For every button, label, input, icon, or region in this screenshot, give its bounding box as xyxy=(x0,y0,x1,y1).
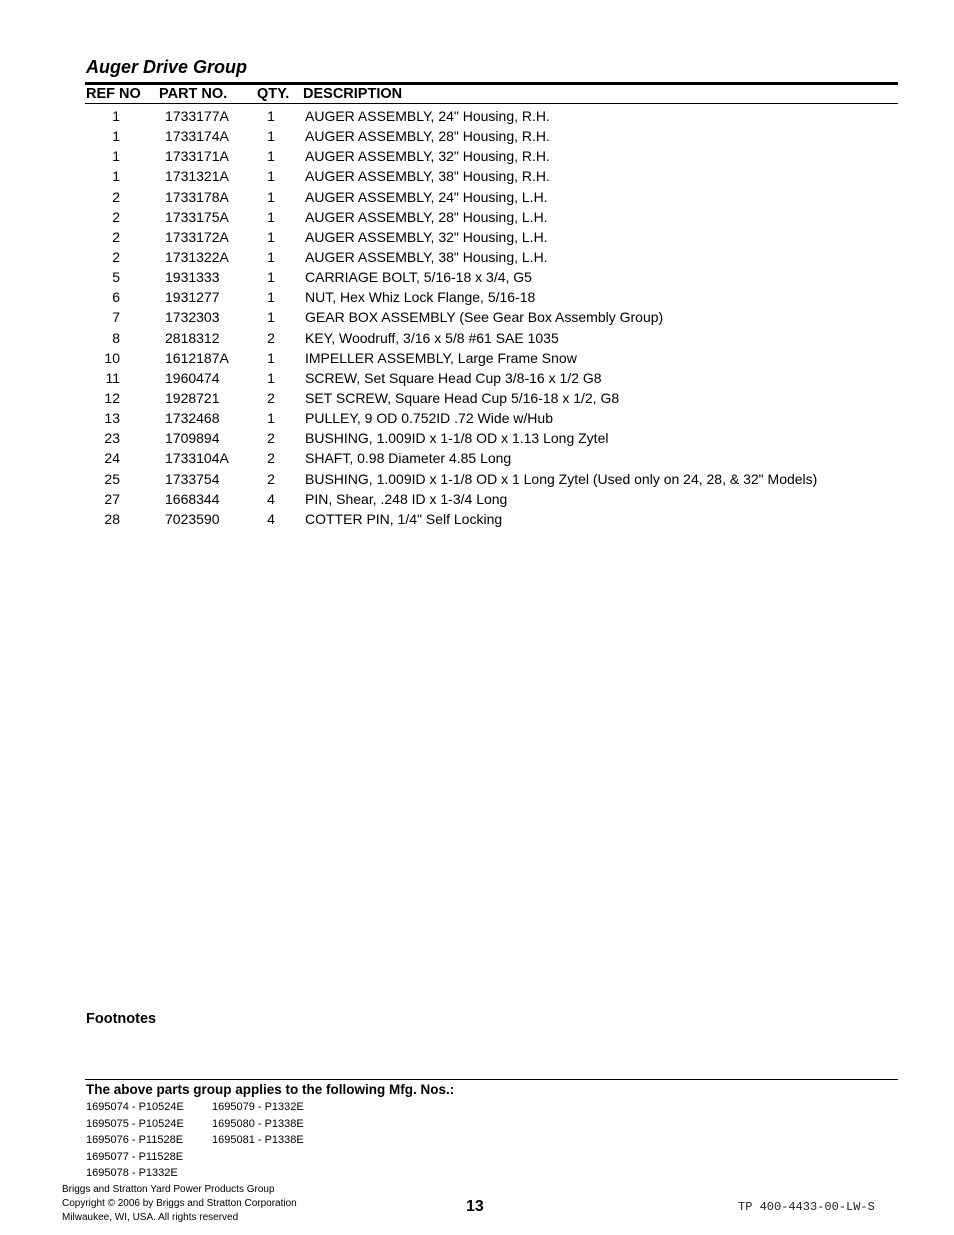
table-row xyxy=(0,428,954,448)
header-rule xyxy=(85,103,898,104)
part-no-cell: 1731322A xyxy=(165,248,229,265)
description-cell: AUGER ASSEMBLY, 28" Housing, L.H. xyxy=(305,208,548,225)
mfg-list-column-1 xyxy=(86,1099,184,1182)
mfg-number-item: 1695080 - P1338E xyxy=(212,1117,304,1130)
part-no-cell: 1733177A xyxy=(165,108,229,124)
mfg-number-item: 1695076 - P11528E xyxy=(86,1134,184,1146)
description-cell: SCREW, Set Square Head Cup 3/8-16 x 1/2 G8 xyxy=(305,369,602,386)
page-number: 13 xyxy=(466,1198,484,1215)
ref-no-cell: 2 xyxy=(112,208,120,225)
part-no-cell: 1733175A xyxy=(165,208,229,225)
part-no-cell: 1733172A xyxy=(165,228,229,245)
description-cell: GEAR BOX ASSEMBLY (See Gear Box Assembly Group) xyxy=(305,309,664,326)
title-rule xyxy=(85,82,898,85)
table-row xyxy=(0,287,954,307)
ref-no-cell: 12 xyxy=(104,389,120,406)
part-no-cell: 1733174A xyxy=(165,128,229,145)
table-row xyxy=(0,146,954,166)
ref-no-cell: 13 xyxy=(104,410,120,427)
mfg-number-item: 1695079 - P1332E xyxy=(212,1101,304,1113)
description-cell: BUSHING, 1.009ID x 1-1/8 OD x 1 Long Zytel (Used only on 24, 28, & 32" Models) xyxy=(305,470,818,487)
ref-no-cell: 2 xyxy=(112,188,120,205)
copyright-line: Briggs and Stratton Yard Power Products Group xyxy=(62,1184,275,1195)
qty-cell: 1 xyxy=(267,188,275,205)
ref-no-cell: 1 xyxy=(112,148,120,165)
table-row xyxy=(0,448,954,468)
ref-no-cell: 7 xyxy=(112,309,120,326)
ref-no-cell: 25 xyxy=(104,470,120,487)
copyright-line: Milwaukee, WI, USA. All rights reserved xyxy=(62,1212,239,1223)
ref-no-cell: 28 xyxy=(104,510,120,527)
part-no-cell: 1732303 xyxy=(165,309,220,326)
table-row xyxy=(0,408,954,428)
description-cell: IMPELLER ASSEMBLY, Large Frame Snow xyxy=(305,349,577,366)
part-no-cell: 1731321A xyxy=(165,168,229,185)
document-id: TP 400-4433-00-LW-S xyxy=(738,1200,875,1214)
ref-no-cell: 8 xyxy=(112,329,120,346)
description-cell: AUGER ASSEMBLY, 32" Housing, R.H. xyxy=(305,148,550,165)
qty-cell: 4 xyxy=(267,510,275,527)
description-cell: COTTER PIN, 1/4" Self Locking xyxy=(305,510,503,527)
table-row xyxy=(0,489,954,509)
description-cell: SET SCREW, Square Head Cup 5/16-18 x 1/2, G8 xyxy=(305,389,620,406)
table-row xyxy=(0,207,954,227)
header-ref-no: REF NO xyxy=(86,86,141,102)
ref-no-cell: 1 xyxy=(112,168,120,185)
qty-cell: 1 xyxy=(267,248,275,265)
qty-cell: 1 xyxy=(267,289,275,306)
description-cell: AUGER ASSEMBLY, 38" Housing, L.H. xyxy=(305,248,548,265)
ref-no-cell: 23 xyxy=(104,430,120,447)
part-no-cell: 1960474 xyxy=(165,369,220,386)
description-cell: AUGER ASSEMBLY, 32" Housing, L.H. xyxy=(305,228,548,245)
ref-no-cell: 5 xyxy=(112,269,120,286)
copyright-line: Copyright © 2006 by Briggs and Stratton Corporation xyxy=(62,1198,297,1209)
part-no-cell: 1668344 xyxy=(165,490,220,507)
mfg-number-item: 1695081 - P1338E xyxy=(212,1134,304,1146)
table-row xyxy=(0,388,954,408)
qty-cell: 1 xyxy=(267,148,275,165)
header-qty: QTY. xyxy=(257,86,290,102)
qty-cell: 1 xyxy=(267,228,275,245)
table-row xyxy=(0,267,954,287)
qty-cell: 1 xyxy=(267,369,275,386)
table-row xyxy=(0,106,954,126)
qty-cell: 1 xyxy=(267,108,275,124)
ref-no-cell: 27 xyxy=(104,490,120,507)
description-cell: NUT, Hex Whiz Lock Flange, 5/16-18 xyxy=(305,289,536,306)
ref-no-cell: 24 xyxy=(104,450,120,467)
table-row xyxy=(0,187,954,207)
part-no-cell: 1733178A xyxy=(165,188,229,205)
ref-no-cell: 2 xyxy=(112,248,120,265)
header-description: DESCRIPTION xyxy=(303,86,403,102)
header-part-no: PART NO. xyxy=(159,86,228,102)
table-row xyxy=(0,469,954,489)
part-no-cell: 1931333 xyxy=(165,269,220,286)
mfg-number-item: 1695075 - P10524E xyxy=(86,1117,184,1130)
table-row xyxy=(0,166,954,186)
parts-table xyxy=(0,106,954,529)
qty-cell: 2 xyxy=(267,430,275,447)
qty-cell: 1 xyxy=(267,269,275,286)
part-no-cell: 1709894 xyxy=(165,430,220,447)
part-no-cell: 1732468 xyxy=(165,410,220,427)
description-cell: AUGER ASSEMBLY, 24" Housing, R.H. xyxy=(305,108,550,124)
part-no-cell: 1733104A xyxy=(165,450,229,467)
table-row xyxy=(0,328,954,348)
part-no-cell: 1733754 xyxy=(165,470,220,487)
applies-heading: The above parts group applies to the following Mfg. Nos.: xyxy=(86,1082,455,1097)
ref-no-cell: 11 xyxy=(105,369,120,386)
mfg-number-item: 1695074 - P10524E xyxy=(86,1101,184,1113)
part-no-cell: 7023590 xyxy=(165,510,220,527)
table-row xyxy=(0,368,954,388)
qty-cell: 1 xyxy=(267,128,275,145)
qty-cell: 1 xyxy=(267,349,275,366)
qty-cell: 1 xyxy=(267,410,275,427)
description-cell: CARRIAGE BOLT, 5/16-18 x 3/4, G5 xyxy=(305,269,532,286)
ref-no-cell: 6 xyxy=(112,289,120,306)
table-row xyxy=(0,509,954,529)
ref-no-cell: 1 xyxy=(112,108,120,124)
ref-no-cell: 10 xyxy=(104,349,120,366)
table-row xyxy=(0,307,954,327)
ref-no-cell: 1 xyxy=(112,128,120,145)
footer-rule xyxy=(85,1079,898,1080)
part-no-cell: 1612187A xyxy=(165,349,229,366)
description-cell: AUGER ASSEMBLY, 38" Housing, R.H. xyxy=(305,168,550,185)
part-no-cell: 1733171A xyxy=(165,148,229,165)
part-no-cell: 1931277 xyxy=(165,289,220,306)
qty-cell: 2 xyxy=(267,450,275,467)
description-cell: KEY, Woodruff, 3/16 x 5/8 #61 SAE 1035 xyxy=(305,329,559,346)
mfg-number-item: 1695078 - P1332E xyxy=(86,1167,178,1179)
table-row xyxy=(0,348,954,368)
description-cell: AUGER ASSEMBLY, 28" Housing, R.H. xyxy=(305,128,550,145)
copyright-block xyxy=(62,1183,297,1225)
part-no-cell: 1928721 xyxy=(165,389,220,406)
description-cell: SHAFT, 0.98 Diameter 4.85 Long xyxy=(305,450,512,467)
table-row xyxy=(0,126,954,146)
description-cell: AUGER ASSEMBLY, 24" Housing, L.H. xyxy=(305,188,548,205)
qty-cell: 1 xyxy=(267,168,275,185)
description-cell: PULLEY, 9 OD 0.752ID .72 Wide w/Hub xyxy=(305,410,553,427)
qty-cell: 1 xyxy=(267,309,275,326)
table-row xyxy=(0,227,954,247)
page-title: Auger Drive Group xyxy=(86,57,248,77)
mfg-number-item: 1695077 - P11528E xyxy=(86,1150,184,1163)
qty-cell: 2 xyxy=(267,329,275,346)
ref-no-cell: 2 xyxy=(112,228,120,245)
description-cell: PIN, Shear, .248 ID x 1-3/4 Long xyxy=(305,490,508,507)
description-cell: BUSHING, 1.009ID x 1-1/8 OD x 1.13 Long Zytel xyxy=(305,430,609,447)
qty-cell: 4 xyxy=(267,490,275,507)
qty-cell: 1 xyxy=(267,208,275,225)
qty-cell: 2 xyxy=(267,389,275,406)
table-row xyxy=(0,247,954,267)
qty-cell: 2 xyxy=(267,470,275,487)
footnotes-heading: Footnotes xyxy=(86,1011,157,1027)
part-no-cell: 2818312 xyxy=(165,329,220,346)
mfg-list-column-2 xyxy=(212,1099,304,1149)
